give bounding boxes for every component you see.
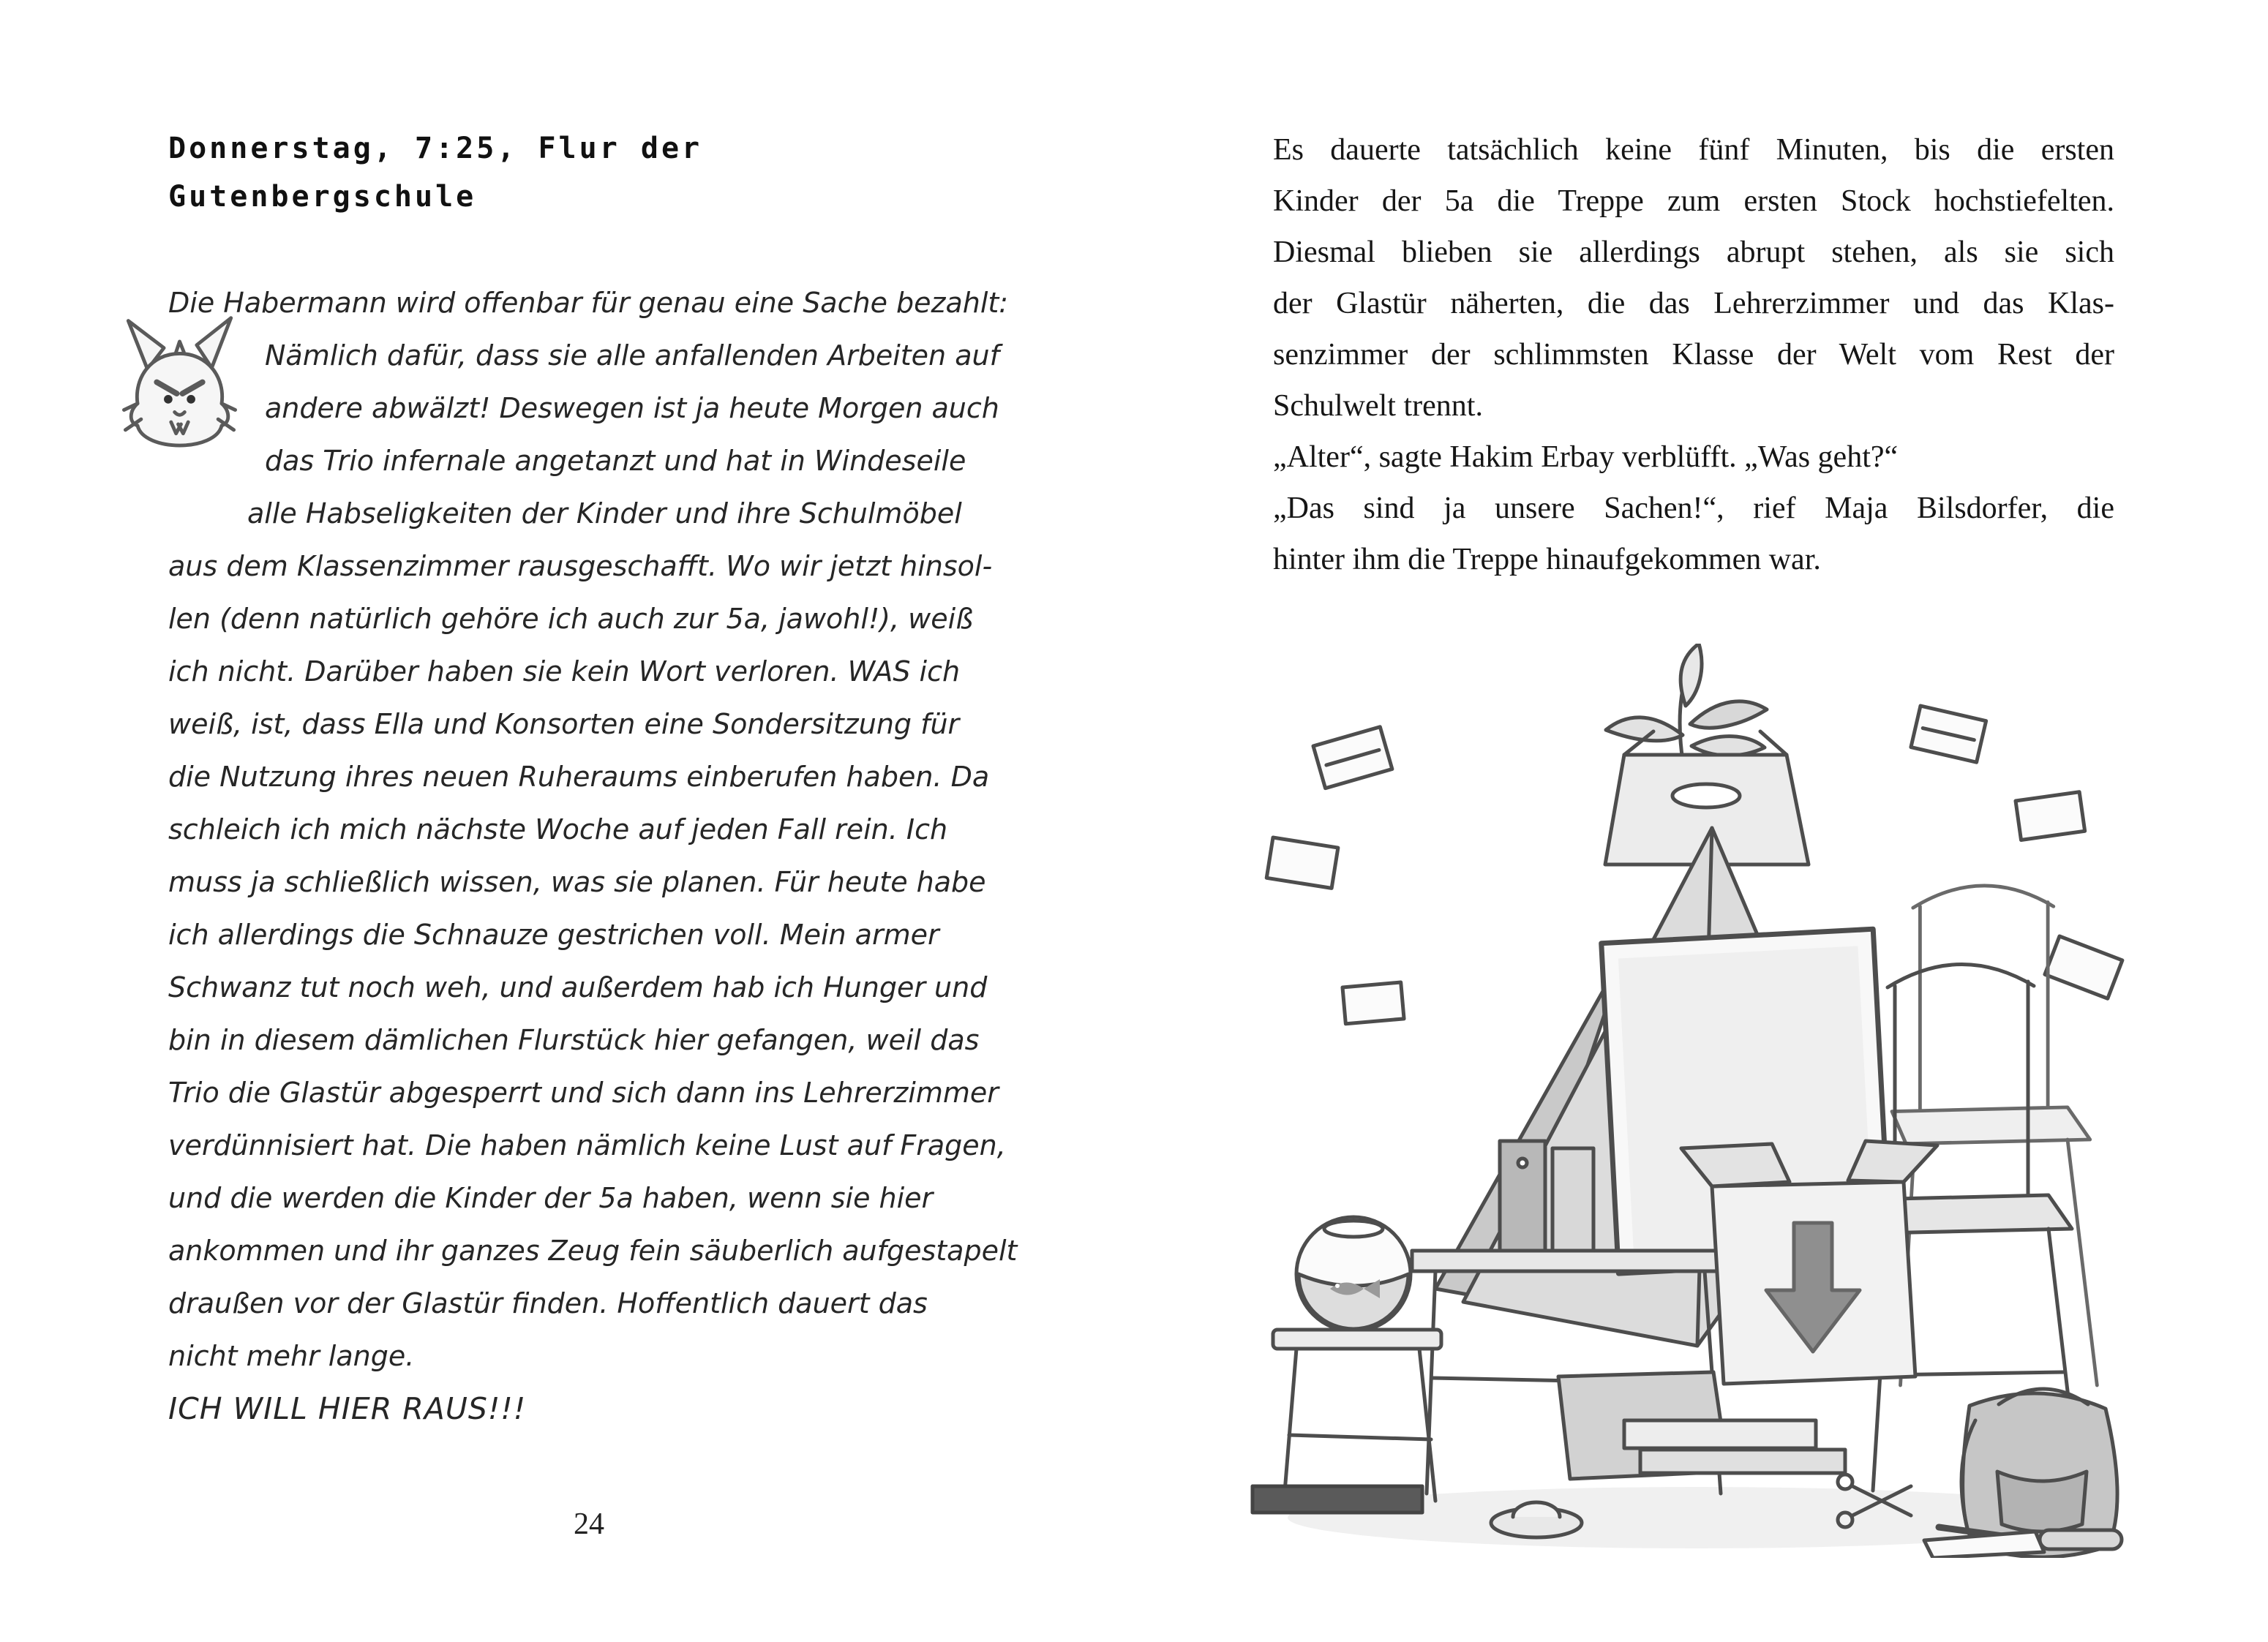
- body-text-line: der Glastür näherten, die das Lehrerzimmer und das Klas-: [1273, 287, 2114, 320]
- diary-text: [168, 276, 1018, 1435]
- diary-line: die Nutzung ihres neuen Ruheraums einberufen haben. Da: [168, 761, 990, 793]
- diary-entry: [168, 276, 1018, 1435]
- body-text-line: „Das sind ja unsere Sachen!“, rief Maja Bilsdorfer, die: [1273, 492, 2114, 525]
- fishbowl: [1296, 1217, 1411, 1331]
- body-text-line: senzimmer der schlimmsten Klasse der Welt vom Rest der: [1273, 338, 2114, 372]
- diary-line: Schwanz tut noch weh, und außerdem hab ich Hunger und: [168, 971, 988, 1003]
- paper-stack: [1624, 1420, 1845, 1473]
- stacked-classroom-furniture-illustration: [1244, 644, 2158, 1558]
- diary-line: weiß, ist, dass Ella und Konsorten eine Sondersitzung für: [168, 708, 960, 740]
- diary-line: muss ja schließlich wissen, was sie planen. Für heute habe: [168, 866, 986, 898]
- chapter-heading-line-1: Donnerstag, 7:25, Flur der: [168, 132, 703, 165]
- left-page: [168, 124, 1018, 1587]
- diary-line: bin in diesem dämlichen Flurstück hier gefangen, weil das: [168, 1024, 980, 1056]
- diary-line: ich allerdings die Schnauze gestrichen voll. Mein armer: [168, 919, 939, 951]
- paper-roll: [2040, 1530, 2122, 1549]
- dark-book: [1253, 1486, 1422, 1513]
- body-text-line: Kinder der 5a die Treppe zum ersten Stock hochstiefelten.: [1273, 184, 2114, 218]
- body-text-line: „Alter“, sagte Hakim Erbay verblüfft. „Was geht?“: [1273, 440, 1899, 474]
- diary-line: ICH WILL HIER RAUS!!!: [168, 1391, 527, 1426]
- diary-line: nicht mehr lange.: [168, 1340, 415, 1372]
- body-text-line: Diesmal blieben sie allerdings abrupt stehen, als sie sich: [1273, 236, 2114, 269]
- diary-line: schleich ich mich nächste Woche auf jeden Fall rein. Ich: [168, 813, 948, 846]
- diary-line: ich nicht. Darüber haben sie kein Wort verloren. WAS ich: [168, 655, 961, 688]
- diary-line: Die Habermann wird offenbar für genau eine Sache bezahlt:: [168, 287, 1009, 319]
- body-text-line: Schulwelt trennt.: [1273, 389, 1483, 423]
- body-text: [1273, 124, 2114, 585]
- diary-line: das Trio infernale angetanzt und hat in Windeseile: [265, 445, 966, 477]
- body-text-line: Es dauerte tatsächlich keine fünf Minuten, bis die ersten: [1273, 133, 2114, 167]
- diary-line: ankommen und ihr ganzes Zeug fein säuberlich aufgestapelt: [168, 1235, 1018, 1267]
- diary-line: alle Habseligkeiten der Kinder und ihre Schulmöbel: [247, 497, 962, 530]
- chapter-heading: [168, 124, 1010, 221]
- diary-line: Trio die Glastür abgesperrt und sich dann ins Lehrerzimmer: [168, 1077, 999, 1109]
- diary-line: Nämlich dafür, dass sie alle anfallenden Arbeiten auf: [265, 339, 999, 372]
- angry-hamster-doodle-icon: [108, 309, 251, 483]
- body-text-line: hinter ihm die Treppe hinaufgekommen war.: [1273, 543, 1821, 576]
- diary-line: len (denn natürlich gehöre ich auch zur 5a, jawohl!), weiß: [168, 603, 974, 635]
- page-number: 24: [574, 1507, 604, 1541]
- plant: [1606, 644, 1767, 761]
- doodle-head: [131, 353, 228, 445]
- diary-line: draußen vor der Glastür finden. Hoffentlich dauert das: [168, 1287, 928, 1319]
- stool: [1273, 1330, 1441, 1501]
- chapter-heading-line-2: Gutenbergschule: [168, 180, 477, 214]
- diary-line: und die werden die Kinder der 5a haben, wenn sie hier: [168, 1182, 934, 1214]
- diary-line: aus dem Klassenzimmer rausgeschafft. Wo wir jetzt hinsol-: [168, 550, 993, 582]
- diary-line: verdünnisiert hat. Die haben nämlich keine Lust auf Fragen,: [168, 1129, 1006, 1161]
- diary-line: andere abwälzt! Deswegen ist ja heute Morgen auch: [265, 392, 999, 424]
- ring-binders: [1500, 1141, 1593, 1251]
